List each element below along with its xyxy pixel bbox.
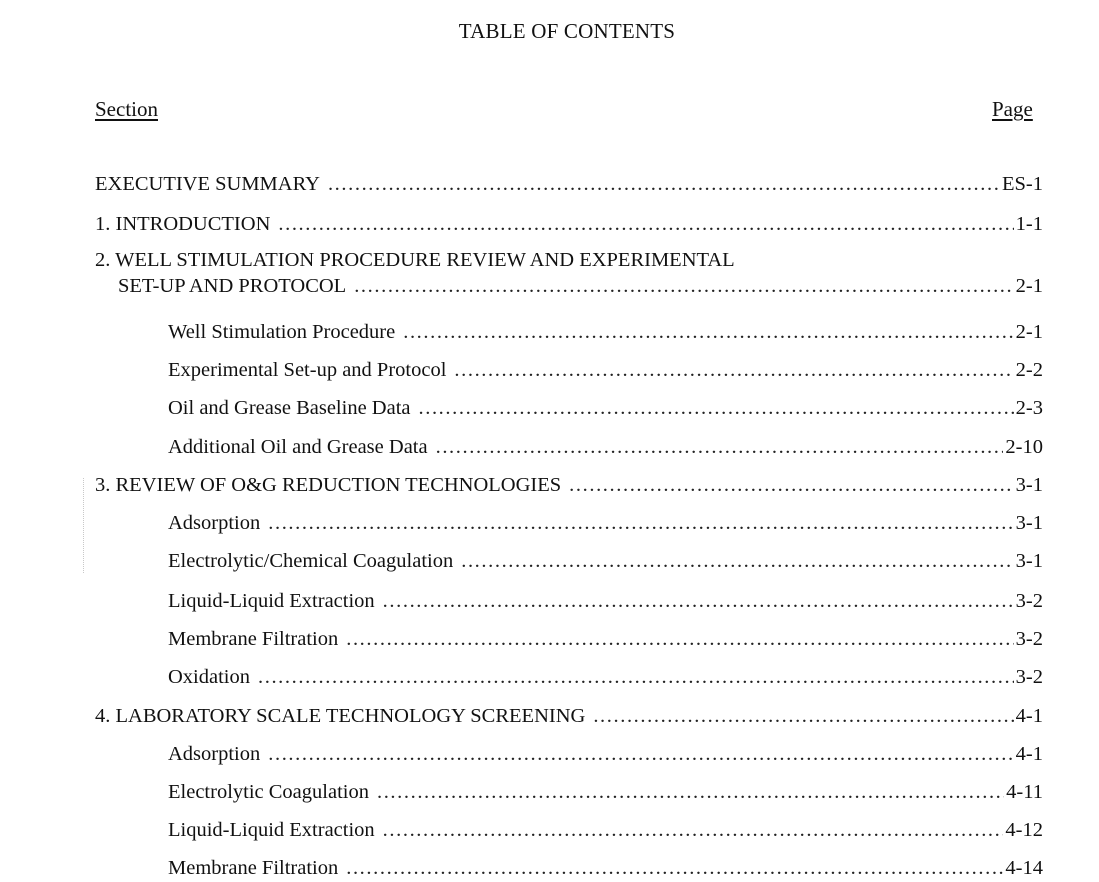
toc-entry-label: 1. INTRODUCTION: [95, 211, 278, 237]
dot-leader: [383, 817, 1004, 843]
toc-entry-page: 4-11: [1006, 781, 1043, 803]
dot-leader: [569, 472, 1014, 498]
toc-entry-page: 2-1: [1015, 275, 1043, 297]
toc-entry-label: Well Stimulation Procedure: [168, 319, 403, 345]
toc-entry-introduction[interactable]: [0, 211, 1099, 237]
toc-entry-page: 2-1: [1015, 321, 1043, 343]
dot-leader: [346, 855, 1003, 881]
toc-entry-label: Liquid-Liquid Extraction: [168, 817, 383, 843]
toc-entry-experimental-setup[interactable]: [0, 357, 1099, 383]
dot-leader: [383, 588, 1014, 614]
toc-entry-page: 3-1: [1015, 474, 1043, 496]
toc-entry-label: Membrane Filtration: [168, 855, 346, 881]
toc-entry-laboratory-screening[interactable]: [0, 703, 1099, 729]
toc-entry-label: Additional Oil and Grease Data: [168, 434, 436, 460]
dot-leader: [454, 357, 1013, 383]
toc-entry-baseline-data[interactable]: [0, 395, 1099, 421]
toc-entry-membrane-filtration-3[interactable]: [0, 626, 1099, 652]
toc-entry-adsorption-4[interactable]: [0, 741, 1099, 767]
toc-entry-well-stimulation-review[interactable]: [0, 247, 1099, 299]
toc-entry-page: 3-2: [1015, 628, 1043, 650]
toc-entry-liquid-extraction-4[interactable]: [0, 817, 1099, 843]
toc-entry-page: 2-3: [1015, 397, 1043, 419]
dot-leader: [436, 434, 1004, 460]
toc-entry-oxidation[interactable]: [0, 664, 1099, 690]
toc-entry-page: 4-1: [1015, 705, 1043, 727]
dot-leader: [354, 273, 1013, 299]
toc-entry-page: 3-2: [1015, 666, 1043, 688]
toc-entry-page: 4-14: [1005, 857, 1043, 879]
toc-entry-page: 2-10: [1005, 436, 1043, 458]
toc-entry-page: 4-12: [1005, 819, 1043, 841]
toc-entry-page: 2-2: [1015, 359, 1043, 381]
toc-entry-page: 4-1: [1015, 743, 1043, 765]
toc-entry-label: Membrane Filtration: [168, 626, 346, 652]
dot-leader: [377, 779, 1004, 805]
dot-leader: [403, 319, 1013, 345]
toc-entry-label-line1: 2. WELL STIMULATION PROCEDURE REVIEW AND EXPERIMENTAL: [95, 249, 735, 271]
toc-entry-label: SET-UP AND PROTOCOL: [118, 273, 354, 299]
toc-entry-page: 3-1: [1015, 550, 1043, 572]
toc-entry-liquid-extraction-3[interactable]: [0, 588, 1099, 614]
dot-leader: [419, 395, 1014, 421]
dot-leader: [268, 510, 1013, 536]
toc-entry-electrolytic-chemical-coagulation[interactable]: [0, 548, 1099, 574]
dot-leader: [461, 548, 1013, 574]
toc-entry-label: 3. REVIEW OF O&G REDUCTION TECHNOLOGIES: [95, 472, 569, 498]
dot-leader: [268, 741, 1013, 767]
dot-leader: [278, 211, 1013, 237]
section-column-header: Section: [95, 97, 158, 121]
page-title: TABLE OF CONTENTS: [458, 19, 676, 43]
toc-entry-label: Oil and Grease Baseline Data: [168, 395, 419, 421]
toc-entry-label: Oxidation: [168, 664, 258, 690]
dot-leader: [328, 171, 1000, 197]
toc-entry-label: Liquid-Liquid Extraction: [168, 588, 383, 614]
toc-entry-additional-data[interactable]: [0, 434, 1099, 460]
dot-leader: [258, 664, 1014, 690]
toc-entry-electrolytic-coagulation[interactable]: [0, 779, 1099, 805]
toc-entry-page: 3-1: [1015, 512, 1043, 534]
toc-entry-review-technologies[interactable]: [0, 472, 1099, 498]
toc-entry-label: Electrolytic/Chemical Coagulation: [168, 548, 461, 574]
toc-entry-membrane-filtration-4[interactable]: [0, 855, 1099, 881]
toc-entry-label: Adsorption: [168, 510, 268, 536]
toc-entry-label: Experimental Set-up and Protocol: [168, 357, 454, 383]
toc-entry-adsorption-3[interactable]: [0, 510, 1099, 536]
toc-entry-page: ES-1: [1002, 173, 1043, 195]
toc-entry-label: Electrolytic Coagulation: [168, 779, 377, 805]
toc-entry-well-stimulation-procedure[interactable]: [0, 319, 1099, 345]
toc-entry-executive-summary[interactable]: [0, 171, 1099, 197]
toc-entry-label: EXECUTIVE SUMMARY: [95, 171, 328, 197]
toc-entry-page: 1-1: [1015, 213, 1043, 235]
toc-entry-label: Adsorption: [168, 741, 268, 767]
toc-entry-label: 4. LABORATORY SCALE TECHNOLOGY SCREENING: [95, 703, 593, 729]
dot-leader: [593, 703, 1013, 729]
dot-leader: [346, 626, 1013, 652]
page-column-header: Page: [992, 97, 1033, 121]
toc-entry-page: 3-2: [1015, 590, 1043, 612]
